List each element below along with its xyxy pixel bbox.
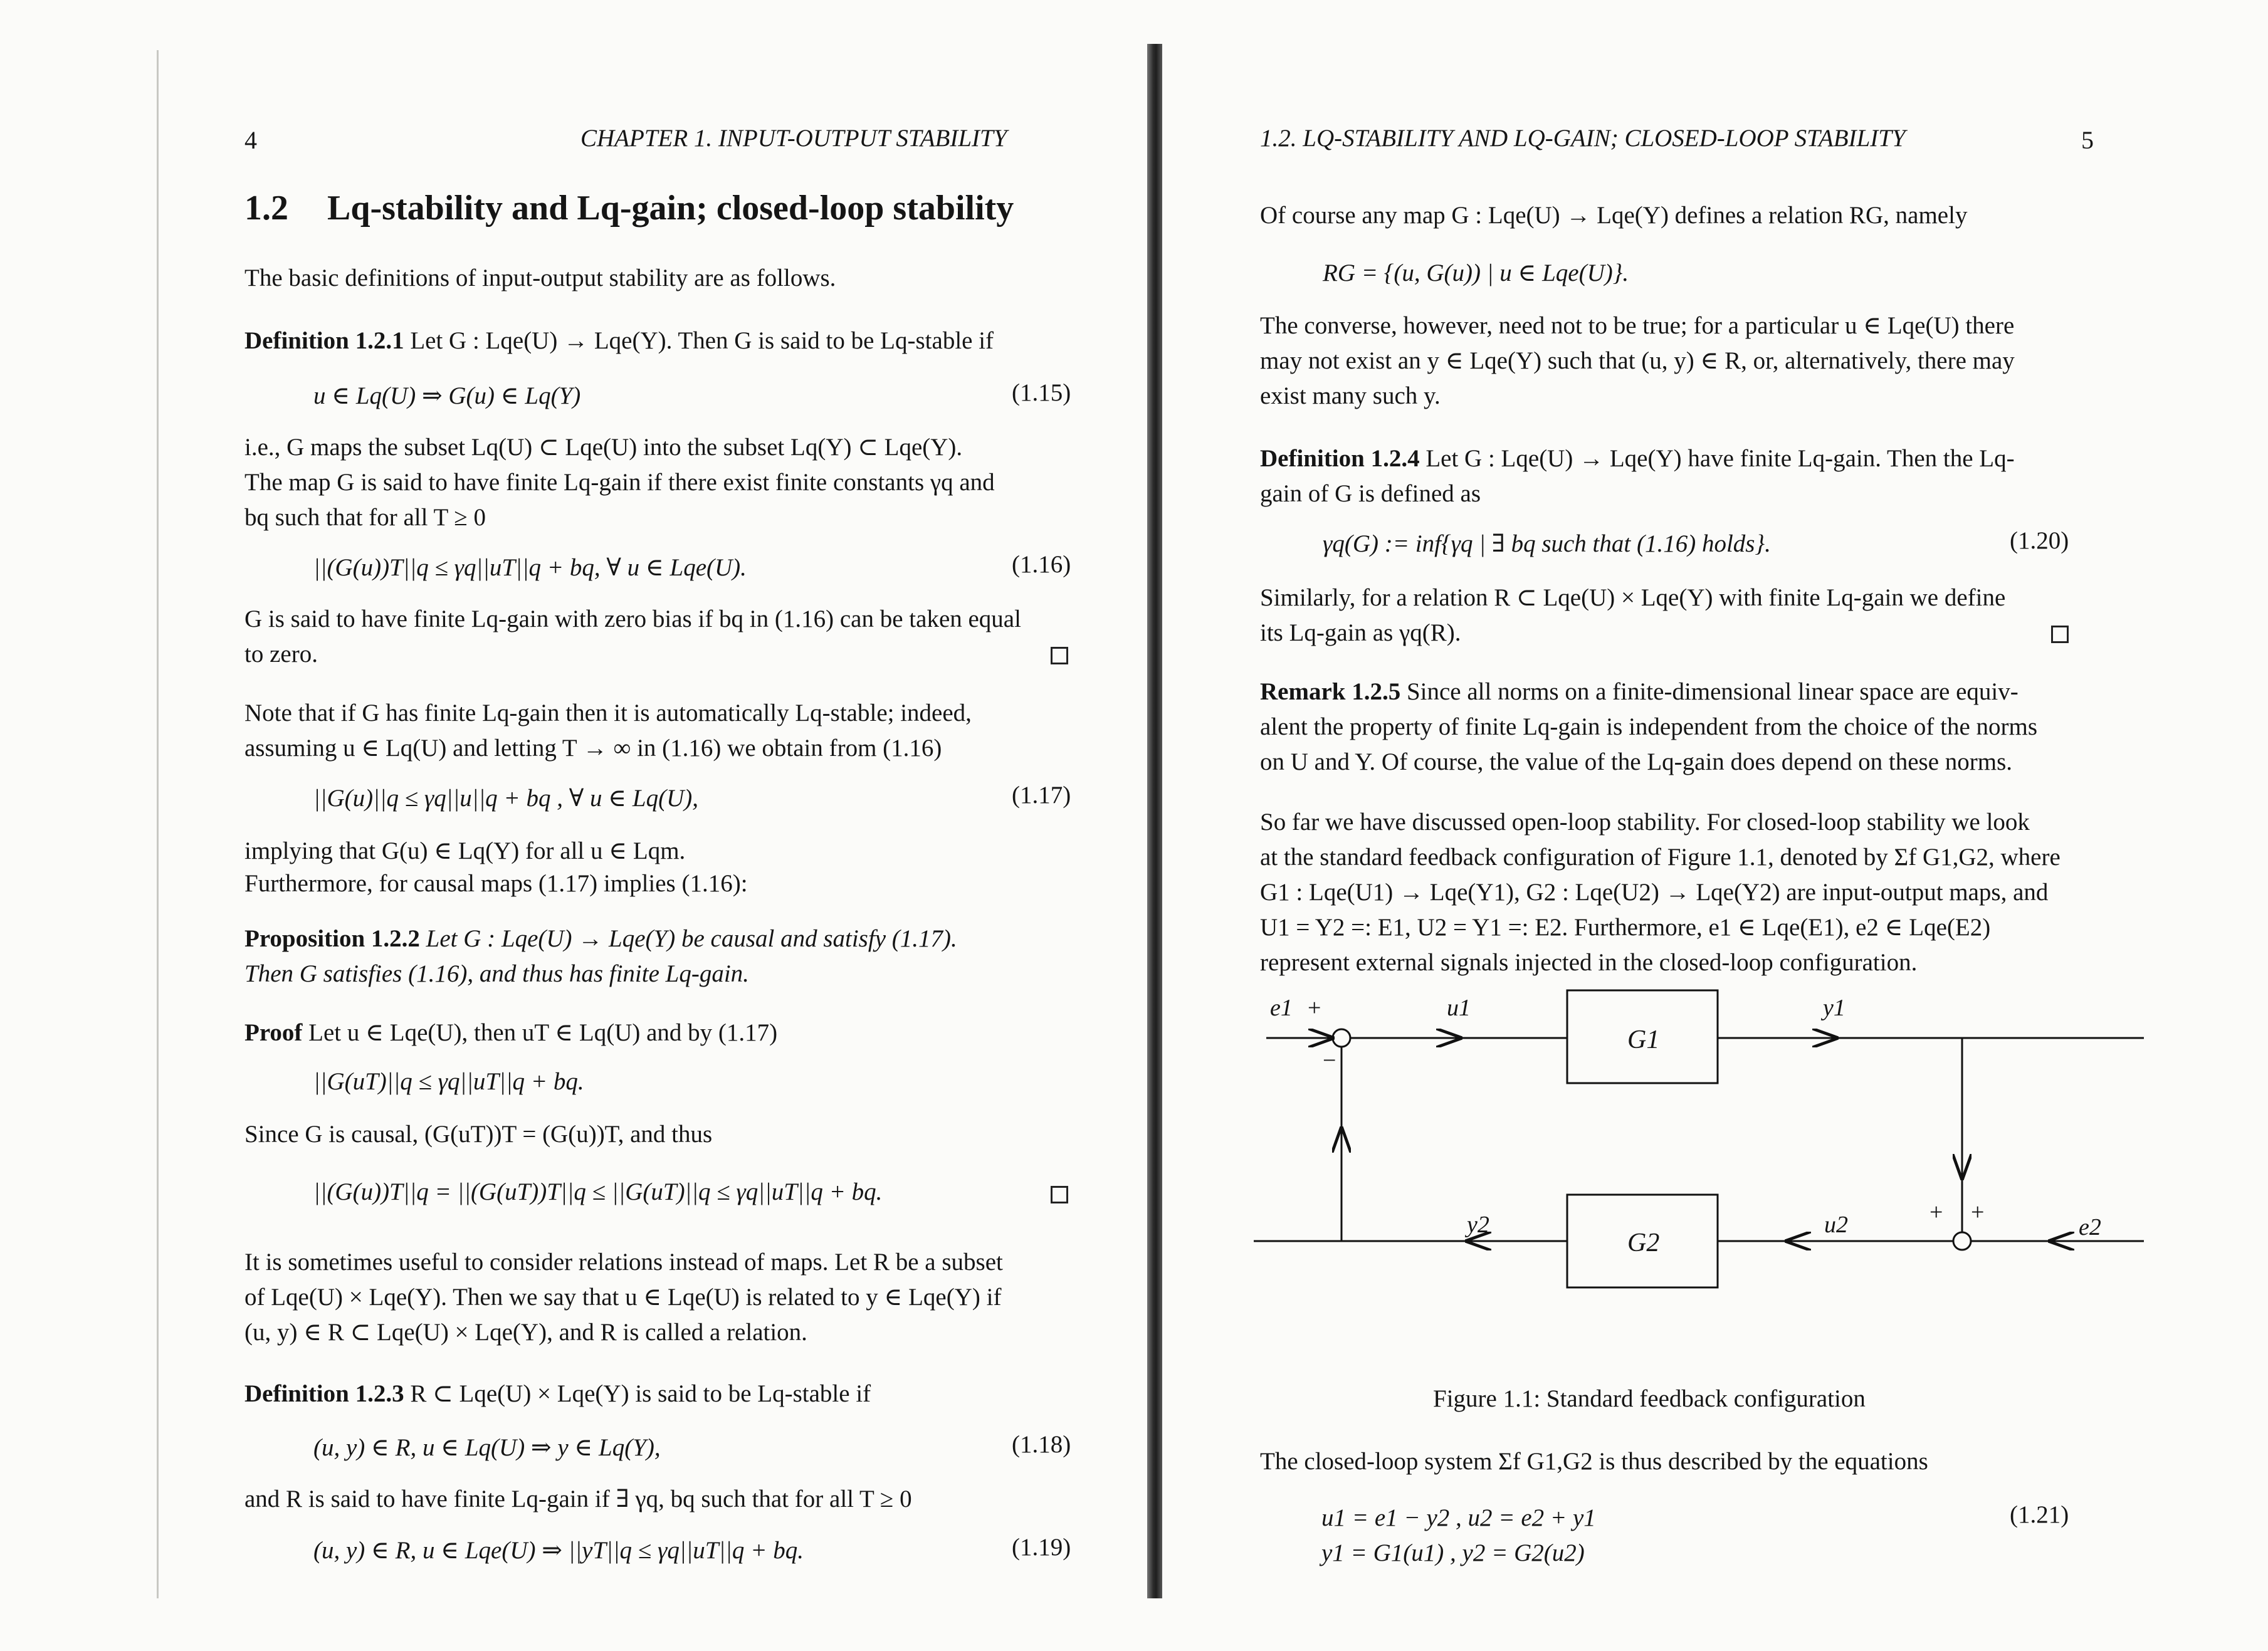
- running-head: CHAPTER 1. INPUT-OUTPUT STABILITY: [580, 125, 1007, 152]
- label-plus: +: [1929, 1199, 1943, 1225]
- label-u2: u2: [1824, 1212, 1848, 1238]
- text-line: at the standard feedback configuration of Figure 1.1, denoted by Σf G1,G2, where: [1260, 844, 2061, 871]
- equation-number: (1.18): [1012, 1431, 1071, 1458]
- definition-text: Let G : Lqe(U) → Lqe(Y). Then G is said to be Lq-stable if: [410, 327, 994, 354]
- text-line: Note that if G has finite Lq-gain then it is automatically Lq-stable; indeed,: [244, 700, 972, 726]
- equation: ||(G(u))T||q = ||(G(uT))T||q ≤ ||G(uT)||q ≤ γq||uT||q + bq.: [313, 1178, 883, 1205]
- equation-1-19: (u, y) ∈ R, u ∈ Lqe(U) ⇒ ||yT||q ≤ γq||uT||q + bq.: [313, 1537, 804, 1564]
- figure-caption: Figure 1.1: Standard feedback configuration: [1433, 1385, 1866, 1412]
- section-title: Lq-stability and Lq-gain; closed-loop stability: [327, 189, 1014, 228]
- equation-1-15: u ∈ Lq(U) ⇒ G(u) ∈ Lq(Y): [313, 382, 581, 409]
- text-line: Then G satisfies (1.16), and thus has finite Lq-gain.: [244, 960, 749, 987]
- intro-text: The basic definitions of input-output stability are as follows.: [244, 265, 836, 291]
- text-line: assuming u ∈ Lq(U) and letting T → ∞ in (1.16) we obtain from (1.16): [244, 735, 942, 762]
- proof-text: Let u ∈ Lqe(U), then uT ∈ Lq(U) and by (1.17): [308, 1019, 778, 1046]
- text-line: So far we have discussed open-loop stability. For closed-loop stability we look: [1260, 809, 2030, 836]
- text-line: Since G is causal, (G(uT))T = (G(u))T, and thus: [244, 1121, 713, 1148]
- proof-label: Proof: [244, 1019, 303, 1046]
- definition-1-2-4: [1260, 441, 2015, 476]
- proposition-text: Let G : Lqe(U) → Lqe(Y) be causal and satisfy (1.17).: [426, 925, 957, 952]
- running-head: 1.2. LQ-STABILITY AND LQ-GAIN; CLOSED-LOOP STABILITY: [1260, 125, 1906, 152]
- equation-1-20: γq(G) := inf{γq | ∃ bq such that (1.16) holds}.: [1323, 530, 1771, 557]
- equation-number: (1.17): [1012, 782, 1071, 809]
- text-line: to zero.: [244, 641, 318, 668]
- label-G1: G1: [1627, 1025, 1660, 1054]
- text-line: U1 = Y2 =: E1, U2 = Y1 =: E2. Furthermore, e1 ∈ Lqe(E1), e2 ∈ Lqe(E2): [1260, 914, 1991, 941]
- qed-symbol: [1051, 1186, 1068, 1203]
- text-line: G1 : Lqe(U1) → Lqe(Y1), G2 : Lqe(U2) → Lqe(Y2) are input-output maps, and: [1260, 879, 2049, 906]
- label-plus: +: [1308, 995, 1321, 1021]
- text-line: on U and Y. Of course, the value of the Lq-gain does depend on these norms.: [1260, 748, 2013, 775]
- text-line: implying that G(u) ∈ Lq(Y) for all u ∈ Lqm.: [244, 837, 686, 864]
- definition-label: Definition 1.2.1: [244, 327, 404, 354]
- text-line: may not exist an y ∈ Lqe(Y) such that (u, y) ∈ R, or, alternatively, there may: [1260, 347, 2015, 374]
- definition-1-2-1: [244, 323, 994, 359]
- summing-junction-1: [1333, 1029, 1350, 1047]
- text-line: It is sometimes useful to consider relations instead of maps. Let R be a subset: [244, 1249, 1003, 1276]
- page-number: 4: [244, 126, 257, 154]
- text-line: alent the property of finite Lq-gain is independent from the choice of the norms: [1260, 713, 2038, 740]
- label-y2: y2: [1467, 1212, 1489, 1238]
- equation-number: (1.15): [1012, 379, 1071, 406]
- equation-number: (1.19): [1012, 1534, 1071, 1561]
- text-line: its Lq-gain as γq(R).: [1260, 619, 1461, 646]
- text-line: gain of G is defined as: [1260, 480, 1481, 507]
- right-page: [1153, 0, 2268, 1651]
- definition-text: R ⊂ Lqe(U) × Lqe(Y) is said to be Lq-stable if: [410, 1380, 871, 1407]
- equation-1-21b: y1 = G1(u1) , y2 = G2(u2): [1321, 1539, 1585, 1566]
- proposition-1-2-2: [244, 921, 957, 957]
- definition-label: Definition 1.2.3: [244, 1380, 404, 1407]
- label-e2: e2: [2079, 1214, 2101, 1240]
- text-line: The map G is said to have finite Lq-gain if there exist finite constants γq and: [244, 469, 995, 496]
- qed-symbol: [1051, 647, 1068, 664]
- section-heading: [244, 188, 1014, 228]
- feedback-diagram: [1153, 978, 2268, 1379]
- text-line: (u, y) ∈ R ⊂ Lqe(U) × Lqe(Y), and R is called a relation.: [244, 1319, 807, 1346]
- text-line: Furthermore, for causal maps (1.17) implies (1.16):: [244, 870, 748, 897]
- text-line: Similarly, for a relation R ⊂ Lqe(U) × Lqe(Y) with finite Lq-gain we define: [1260, 584, 2006, 611]
- text-line: Of course any map G : Lqe(U) → Lqe(Y) defines a relation RG, namely: [1260, 202, 1968, 229]
- summing-junction-2: [1953, 1232, 1971, 1250]
- text-line: The converse, however, need not to be true; for a particular u ∈ Lqe(U) there: [1260, 312, 2015, 339]
- definition-label: Definition 1.2.4: [1260, 445, 1420, 472]
- label-u1: u1: [1447, 995, 1471, 1021]
- equation-1-17: ||G(u)||q ≤ γq||u||q + bq , ∀ u ∈ Lq(U),: [313, 785, 698, 812]
- text-line: i.e., G maps the subset Lq(U) ⊂ Lqe(U) into the subset Lq(Y) ⊂ Lqe(Y).: [244, 434, 963, 461]
- page-number: 5: [2081, 126, 2094, 154]
- text-line: G is said to have finite Lq-gain with zero bias if bq in (1.16) can be taken equal: [244, 605, 1021, 632]
- proposition-label: Proposition 1.2.2: [244, 925, 420, 952]
- equation-number: (1.16): [1012, 551, 1071, 578]
- equation-1-21a: u1 = e1 − y2 , u2 = e2 + y1: [1321, 1504, 1596, 1531]
- remark-text: Since all norms on a finite-dimensional linear space are equiv-: [1406, 678, 2019, 705]
- equation-1-16: ||(G(u))T||q ≤ γq||uT||q + bq, ∀ u ∈ Lqe(U).: [313, 554, 747, 581]
- label-plus: +: [1971, 1199, 1985, 1225]
- definition-1-2-3: [244, 1376, 871, 1412]
- label-e1: e1: [1270, 995, 1293, 1021]
- scan-edge: [157, 50, 159, 1598]
- equation-number: (1.21): [2010, 1501, 2069, 1528]
- qed-symbol: [2051, 626, 2069, 643]
- remark-label: Remark 1.2.5: [1260, 678, 1401, 705]
- text-line: and R is said to have finite Lq-gain if ∃ γq, bq such that for all T ≥ 0: [244, 1486, 912, 1512]
- equation: ||G(uT)||q ≤ γq||uT||q + bq.: [313, 1068, 584, 1095]
- text-line: bq such that for all T ≥ 0: [244, 504, 486, 531]
- remark-1-2-5: [1260, 674, 2019, 710]
- section-number: 1.2: [244, 189, 288, 228]
- text-line: represent external signals injected in the closed-loop configuration.: [1260, 949, 1918, 976]
- equation-1-18: (u, y) ∈ R, u ∈ Lq(U) ⇒ y ∈ Lq(Y),: [313, 1434, 661, 1461]
- text-line: The closed-loop system Σf G1,G2 is thus described by the equations: [1260, 1448, 1928, 1475]
- text-line: of Lqe(U) × Lqe(Y). Then we say that u ∈ Lqe(U) is related to y ∈ Lqe(Y) if: [244, 1284, 1002, 1311]
- equation-number: (1.20): [2010, 527, 2069, 554]
- text-line: exist many such y.: [1260, 382, 1441, 409]
- label-G2: G2: [1627, 1229, 1660, 1257]
- proof: [244, 1015, 777, 1051]
- definition-text: Let G : Lqe(U) → Lqe(Y) have finite Lq-gain. Then the Lq-: [1425, 445, 2015, 472]
- equation: RG = {(u, G(u)) | u ∈ Lqe(U)}.: [1323, 259, 1629, 286]
- label-y1: y1: [1823, 995, 1845, 1021]
- label-minus: −: [1323, 1047, 1336, 1074]
